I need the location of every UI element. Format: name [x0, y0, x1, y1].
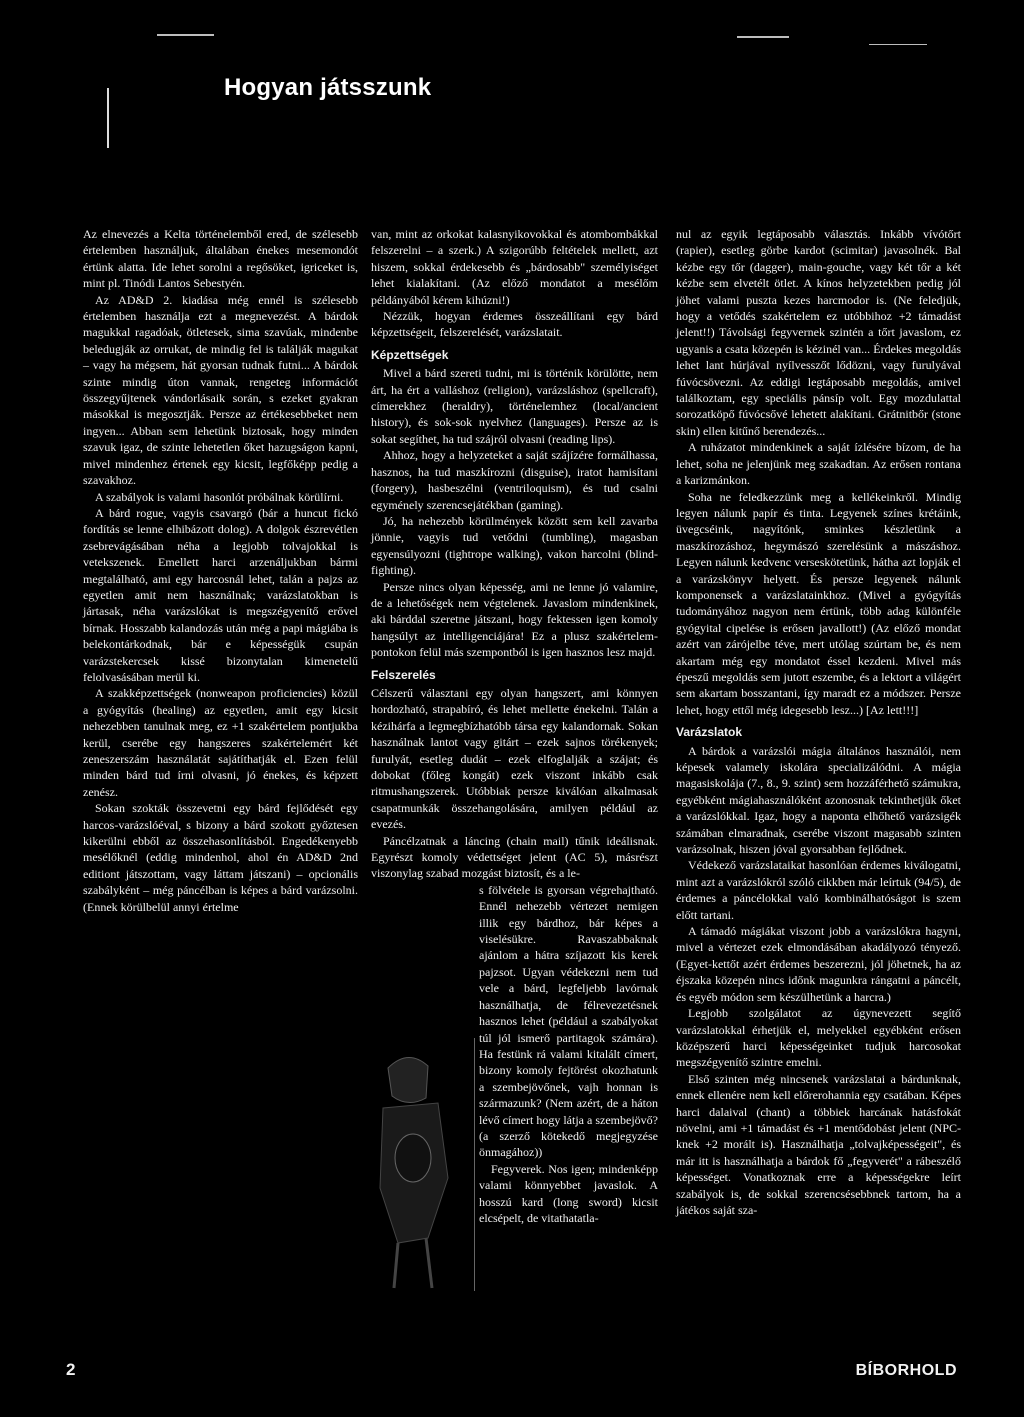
- section-heading-spells: Varázslatok: [676, 725, 743, 740]
- page-number: 2: [66, 1360, 76, 1379]
- paragraph: van, mint az orkokat kalasnyikovokkal és atombombákkal felszerelni – a szerk.) A szigorúbb feltételek mellett, azt hiszem, sokkal érdekesebb és „bárdosabb" személyiséget lehet kialakítani. (Az előző mondatot a mesélőm példányából kérem kihúzni!): [371, 227, 658, 307]
- paragraph: A támadó mágiákat viszont jobb a varázslókra hagyni, mivel a vértezet ezek elmondásában akadályozó tényező. (Egyet-kettőt azért érdemes beszerezni, jól jöhetnek, ha az éjszaka közepén nincs időnk magunkra rángatni a páncélt, és egyéb módon sem készülhetünk a harcra.): [676, 924, 961, 1004]
- top-rule-left: [157, 34, 214, 36]
- paragraph: Sokan szokták összevetni egy bárd fejlődését egy harcos-varázslóéval, s bizony a bárd szokott győztesen kikerülni ebből az összehasonlításból. Engedékenyebb mesélőknél (eddig mindenhol, ahol én AD&D 2nd editiont játszottam, vagy láttam játszani) – opcionális szabályként – még páncélban is képes a bárd varázsolni. (Ennek körülbelül annyi értelme: [83, 801, 358, 914]
- top-rule-mid: [737, 36, 789, 38]
- paragraph: nul az egyik legtáposabb választás. Inkább vívótőrt (rapier), esetleg görbe kardot (scimitar) javasolnék. Bal kézbe egy tőr (dagger), main-gouche, vagy két tőr a két kézbe sem elvetélt ötlet. A kínos helyzetekben pedig jól jöhet valami puszta kezes harcmodor is. (Ne feledjük, hogy a vetődés szakértelem ez utóbbihoz +2 támadást jelent!!) Távolsági fegyvernek szintén a tőrt javaslom, ez ugyanis a csata közepén is kézinél van... Érdekes megoldás lehet lant húrjával nyílvesszőt lődözni, vagy furulyával fúvócsövezni. Az eddigi legtáposabb megoldás, amivel találkoztam, egy speciális pánsíp volt. Egy mozdulattal sorozatköpő fúvócsővé lehetett alakítani. Grátnitbőr (stone skin) ellen kitűnő berendezés...: [676, 227, 961, 438]
- text-column-1: [83, 226, 358, 915]
- paragraph: A szakképzettségek (nonweapon proficiencies) közül a gyógyítás (healing) az egyetlen, amit egy kicsit nehezebben tanulnak meg, ez +1 szakértelem pontjukba kerül, cserébe egy hangszeres szakértelemért két zeneszerszám használatát sajátíthatják el. Ezen felül minden bárd tud írni olvasni, jó énekes, és képzett zenész.: [83, 686, 358, 799]
- paragraph: Első szinten még nincsenek varázslatai a bárdunknak, ennek ellenére nem kell előrerohannia egy csatában. Képes harci dalaival (chant) a többiek harcának hatásfokát növelni, ami +1 támadást és +1 mentődobást jelent (NPC-knek +2 morált is). Használhatja „tolvajképességeit", és már itt is használhatja a bárdok fő „fegyverét" a rábeszélő képességet. Vonatkoznak erre a képességekre leírt szabályok is, de sokkal szerencsésebbnek tartom, ha a játékos saját sza-: [676, 1071, 961, 1217]
- paragraph: Ahhoz, hogy a helyzeteket a saját szájízére formálhassa, hasznos, ha tud maszkírozni (disguise), iratot hamisítani (forgery), hasbeszélni (ventriloquism), és tud csalni egyménely szerencsejátékban (gaming).: [371, 448, 658, 512]
- paragraph: Legjobb szolgálatot az úgynevezett segítő varázslatokkal érhetjük el, melyekkel egyébként erősen középszerű harci képességeinket tudjuk harcosokat megszégyenítő szintre emelni.: [676, 1006, 961, 1070]
- bard-figure-icon: [368, 1038, 474, 1291]
- paragraph: A szabályok is valami hasonlót próbálnak körülírni.: [95, 489, 344, 504]
- paragraph: A bárd rogue, vagyis csavargó (bár a huncut fickó fordítás se lenne elhibázott dolog). A dolgok észrevétlen zsebrevágásában néha a legjobb tolvajokkal is vetekszenek. Emellett harci arzenáljukban bármi megtalálható, ami egy harcosnál lehet, talán a pajzs az egyetlen amit nem használnak; varázslatokban is jártasak, néha varázslókat is megszégyenítő erővel bírnak. Hosszabb kalandozás után még a papi mágiába is belekontárkodnak, bár e képességük csupán varázstekercsek kissé bizonytalan kimenetelű felolvasásában merül ki.: [83, 505, 358, 684]
- paragraph: Nézzük, hogyan érdemes összeállítani egy bárd képzettségeit, felszerelését, varázslatait.: [371, 309, 658, 340]
- paragraph: Jó, ha nehezebb körülmények között sem kell zavarba jönnie, vagyis tud vetődni (tumbling), magasban egyensúlyozni (tightrope walking), vakon harcolni (blind-fighting).: [371, 513, 658, 578]
- paragraph: Mivel a bárd szereti tudni, mi is történik körülötte, nem árt, ha ért a valláshoz (religion), varázsláshoz (spellcraft), címerekhez (heraldry), történelemhez (local/ancient history), és sok-sok nyelvhez (languages). Persze az is sokat segíthet, ha tud szájról olvasni (reading lips).: [371, 366, 658, 446]
- top-rule-right: [869, 44, 927, 45]
- paragraph: A bárdok a varázslói mágia általános használói, nem képesek valamely iskolára specializálódni. A mágia magasiskolája (7., 8., 9. szint) sem hozzáférhető számukra, egyébként mágiahasználóként azonosnak tekinthetjük őket a varázslókkal. Igaz, hogy a naponta elhőhető varázsigék számában elmaradnak, cserébe viszont magasabb szinten varázsolnak, hiszen jóval gyorsabban fejlődnek.: [676, 743, 961, 857]
- paragraph: Persze nincs olyan képesség, ami ne lenne jó valamire, de a lehetőségek nem végtelenek. Javaslom mindenkinek, aki bárddal szeretne játszani, hogy fektessen igen komoly hangsúlyt az intelligenciájára! Ez a plusz szakértelem-pontokon felül más szempontból is igen hasznos lesz majd.: [371, 579, 658, 660]
- paragraph: Páncélzatnak a láncing (chain mail) tűnik ideálisnak. Egyrészt komoly védettséget jelent (AC 5), másrészt viszonylag szabad mozgást biztosít, és a le-: [371, 833, 658, 881]
- paragraph: Fegyverek. Nos igen; mindenképp valami könnyebbet javaslok. A hosszú kard (long sword) kicsit elcsépelt, de vitathatatla-: [479, 1161, 658, 1225]
- text-column-3: [676, 226, 961, 1218]
- paragraph: Soha ne feledkezzünk meg a kellékeinkről. Mindig legyen nálunk papír és tinta. Legyenek színes krétáink, üvegcséink, nagyítónk, sminkes készletünk a maszkírozáshoz, hegymászó szerelésünk a mászáshoz. Legyen nálunk kedvenc verseskötetünk, hátha azt lopják el a varázskönyv helyett. És persze legyenek nálunk komponensek a varázslatainkhoz. (Mivel a gyógyítás tudományához nagyon nem értünk, több adag különféle gyógyital cipelése is erősen javallott!) (Az előző mondat azért van zárójelbe téve, mert utólag szúrtam be, és nem akartam még egy mondatot éssel kezdeni. Mivel más épeszű megoldás sem jutott eszembe, és a lektort a világért sem akartam bosszantani, így maradt ez a módszer. Persze lehet, hogy ettől még idegesebb lesz...) [Az lett!!!]: [676, 489, 961, 717]
- section-heading-equipment: Felszerelés: [371, 667, 436, 682]
- magazine-name: BÍBORHOLD: [855, 1362, 957, 1379]
- title-bar-rule: [107, 88, 109, 148]
- bard-illustration-icon: [368, 1038, 475, 1291]
- paragraph: Célszerű választani egy olyan hangszert, ami könnyen hordozható, strapabíró, és lehet mellette énekelni. Talán a kézihárfa a legmegbízhatóbb társa egy kalandornak. Sokan használnak lantot vagy gitárt – ezek sajnos törékenyek; furulyát, esetleg dudát – ezek elfoglalják a szájat; és dobokat (főleg kongát) ezek viszont inkább csak ritmushangszerek. Utóbbiak persze kiválóan alkalmasak csapatmunkák összehangolására, amilyen például az evezés.: [371, 685, 658, 832]
- page-title: Hogyan játsszunk: [224, 74, 432, 101]
- paragraph: Az elnevezés a Kelta történelemből ered, de szélesebb értelemben használjuk, általában énekes mesemondót értünk alatta. Ide lehet sorolni a regősöket, igriceket is, mint pl. Tinódi Lantos Sebestyén.: [83, 227, 358, 291]
- paragraph: Az AD&D 2. kiadása még ennél is szélesebb értelemben használja ezt a megnevezést. A bárdok magukkal ragadóak, ötletesek, sima szavúak, mindenbe beledugják az orrukat, de mindig fel is találják magukat – vagy ha mégsem, hát gyorsan tudnak futni... A bárdok szinte mindig úton vannak, rengeteg információt összegyűjtenek vándorlásaik során, s ezeket gyakran másokkal is megosztják. Persze az értékesebbeket nem ingyen... Abban sem lehetünk biztosak, hogy minden szavuk igaz, de szinte lehetetlen őket hazugságon kapni, mivel mindenhez értenek egy kicsit, legfőképp pedig a szavakhoz.: [83, 292, 358, 488]
- paragraph: Védekező varázslataikat hasonlóan érdemes kiválogatni, mint azt a varázslókról szóló cikkben már leírtuk (94/5), de érdemes a páncélokkal való kombinálhatóságot is szem előtt tartani.: [676, 858, 961, 922]
- wrapped-text-block: [479, 882, 658, 1227]
- paragraph: A ruházatot mindenkinek a saját ízlésére bízom, de ha lehet, soha ne jelenjünk meg szakadtan. Az erősen rontana a karizmánkon.: [676, 440, 961, 488]
- section-heading-skills: Képzettségek: [371, 347, 449, 362]
- paragraph: s fölvétele is gyorsan végrehajtható. Ennél nehezebb vértezet nemigen illik egy bárdhoz, bár képes a viselésükre. Ravaszabbaknak ajánlom a hátra szíjazott kis kerek pajzsot. Ugyan védekezni nem tud vele a bárd, legfeljebb lavórnak használhatja, de félrevezetésnek hasznos lehet (például a szabályokat túl jól ismerő partitagok számára). Ha festünk rá valami kitalált címert, bizony komoly fejtörést okozhatunk a szembejövőnek, vajh honnan is származunk? (Nem azért, de a háton lévő címert hogy látja a szembejövő? (a szerző kötekedő megjegyzése önmagához)): [479, 882, 658, 1160]
